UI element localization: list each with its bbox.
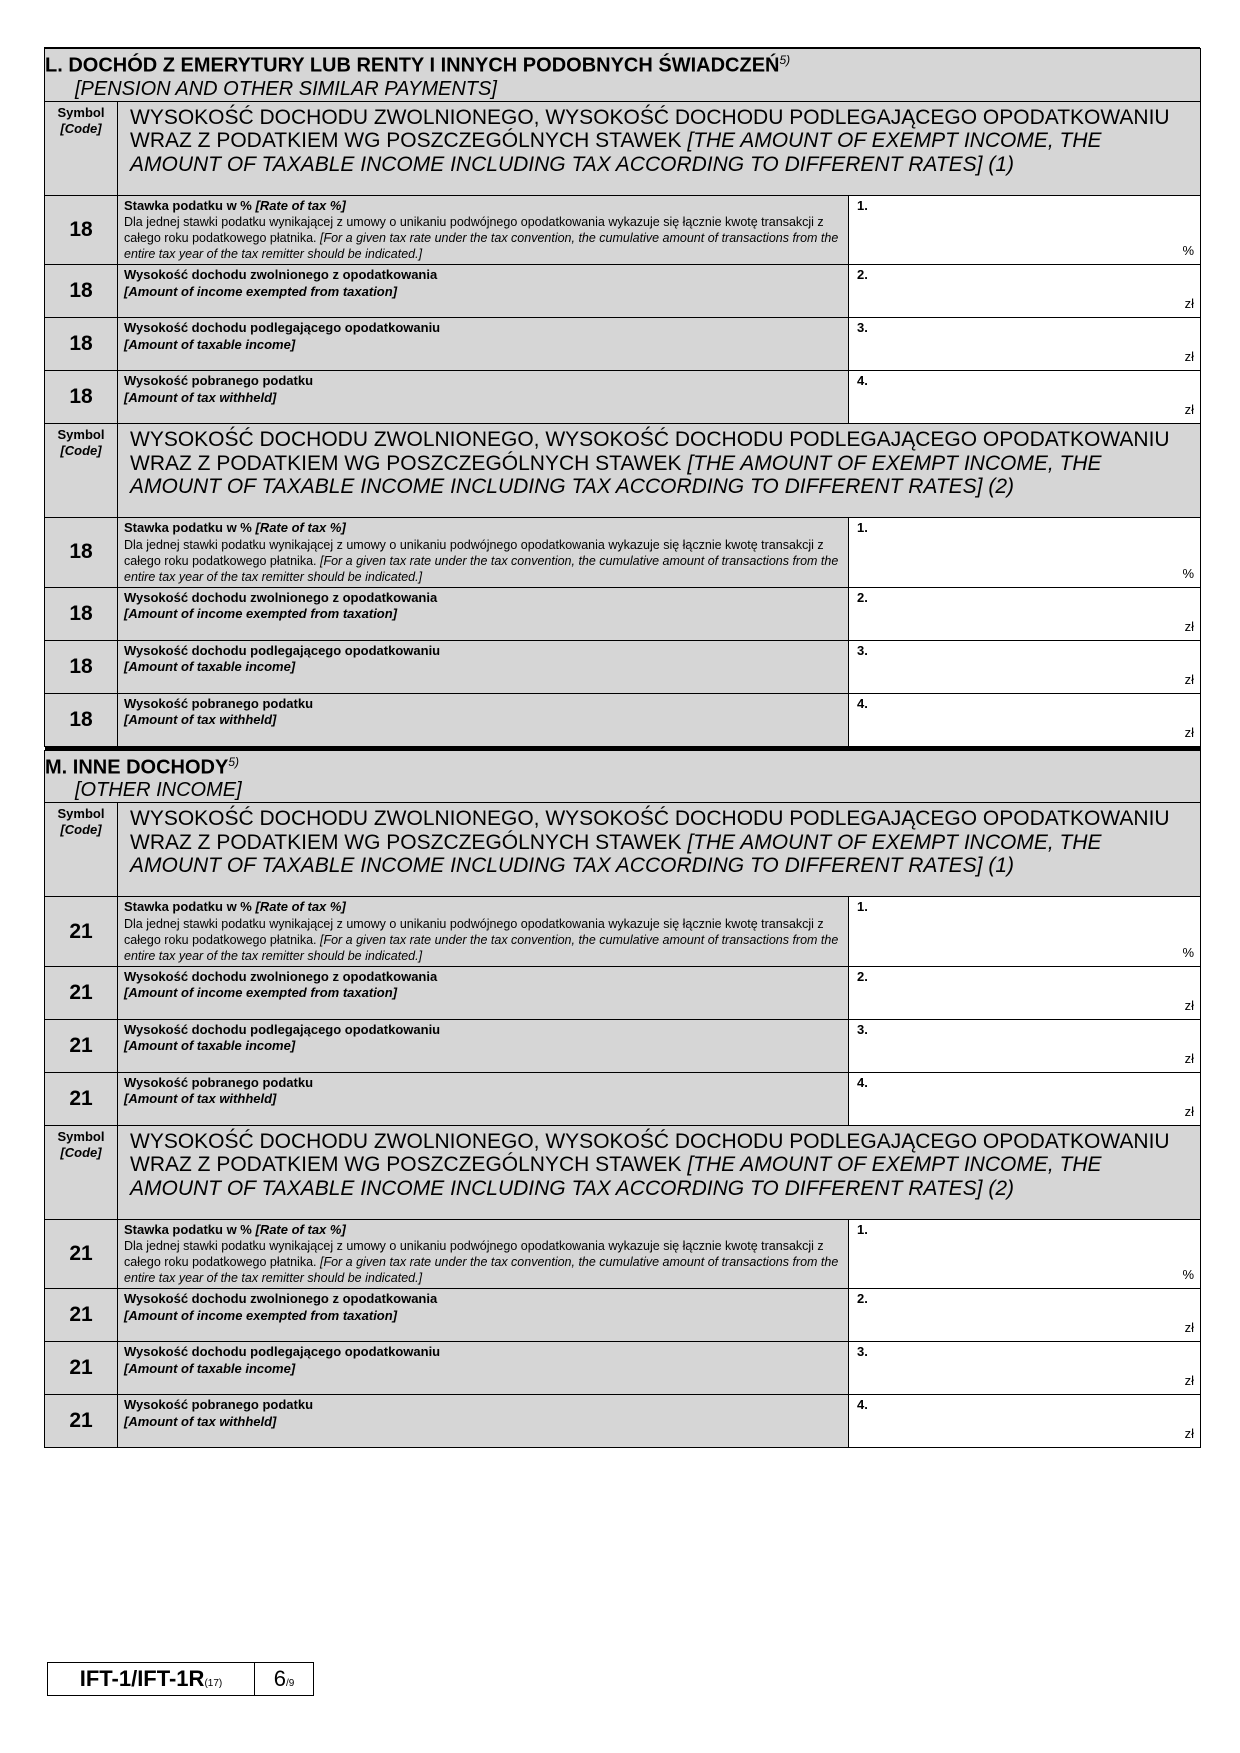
code-number: 18 — [45, 640, 118, 693]
field-label: Wysokość dochodu podlegającego opodatkowaniu — [124, 642, 441, 658]
code-number: 18 — [45, 265, 118, 318]
field-number: 4. — [857, 373, 868, 389]
field-label-en: [Amount of taxable income] — [124, 336, 296, 352]
block-title-pl: WYSOKOŚĆ DOCHODU ZWOLNIONEGO, WYSOKOŚĆ DOCHODU PODLEGAJĄCEGO OPODATKOWANIU WRAZ Z PODATKIEM WG POSZCZEGÓLNYCH STAWEK — [130, 105, 1170, 153]
unit-label: zł — [1184, 671, 1194, 687]
field-label: Wysokość dochodu zwolnionego z opodatkowania — [124, 968, 438, 984]
field-label: Wysokość dochodu zwolnionego z opodatkowania — [124, 1291, 438, 1307]
field-label: Wysokość dochodu podlegającego opodatkowaniu — [124, 1021, 441, 1037]
field-number: 3. — [857, 1021, 868, 1037]
unit-label: zł — [1184, 1050, 1194, 1066]
code-label: [Code] — [60, 1144, 102, 1160]
value-input-field[interactable] — [849, 587, 1201, 640]
code-label: [Code] — [60, 443, 102, 459]
block-title-en: [THE AMOUNT OF EXEMPT INCOME, THE AMOUNT OF TAXABLE INCOME INCLUDING TAX ACCORDING TO DIFFERENT RATES] (1) — [130, 830, 1102, 878]
value-input-field[interactable] — [849, 265, 1201, 318]
field-label-en: [Amount of tax withheld] — [124, 1091, 277, 1107]
value-input-field[interactable] — [849, 195, 1201, 265]
tax-form — [44, 48, 1200, 1448]
field-label-cell — [118, 966, 849, 1019]
block-title-pl: WYSOKOŚĆ DOCHODU ZWOLNIONEGO, WYSOKOŚĆ DOCHODU PODLEGAJĄCEGO OPODATKOWANIU WRAZ Z PODATKIEM WG POSZCZEGÓLNYCH STAWEK — [130, 1129, 1170, 1177]
section-title: L. DOCHÓD Z EMERYTURY LUB RENTY I INNYCH PODOBNYCH ŚWIADCZEŃ — [45, 54, 780, 77]
field-number: 4. — [857, 1074, 868, 1090]
field-label-cell — [118, 897, 849, 967]
block-title-en: [THE AMOUNT OF EXEMPT INCOME, THE AMOUNT OF TAXABLE INCOME INCLUDING TAX ACCORDING TO DIFFERENT RATES] (2) — [130, 451, 1102, 499]
code-number: 18 — [45, 518, 118, 588]
field-number: 4. — [857, 1397, 868, 1413]
form-row — [45, 371, 1201, 424]
code-number: 18 — [45, 195, 118, 265]
value-input-field[interactable] — [849, 1019, 1201, 1072]
field-number: 2. — [857, 267, 868, 283]
field-note: Dla jednej stawki podatku wynikającej z umowy o unikaniu podwójnego opodatkowania wykazuje się łącznie kwotę transakcji z całego roku podatkowego płatnika. [For a given tax rate under the tax convention, the cumulative amount of transactions from the entire tax year of the tax remitter should be indicated.] — [124, 1239, 839, 1286]
code-number: 21 — [45, 1395, 118, 1448]
field-label-cell — [118, 195, 849, 265]
value-input-field[interactable] — [849, 1219, 1201, 1289]
field-label-en: [Amount of taxable income] — [124, 659, 296, 675]
code-number: 21 — [45, 1072, 118, 1125]
value-input-field[interactable] — [849, 966, 1201, 1019]
field-label: Wysokość pobranego podatku — [124, 1397, 314, 1413]
form-row — [45, 897, 1201, 967]
section-title-en: [PENSION AND OTHER SIMILAR PAYMENTS] — [75, 77, 497, 100]
block-title-en: [THE AMOUNT OF EXEMPT INCOME, THE AMOUNT OF TAXABLE INCOME INCLUDING TAX ACCORDING TO DIFFERENT RATES] (2) — [130, 1153, 1102, 1200]
code-number: 21 — [45, 966, 118, 1019]
unit-label: zł — [1184, 296, 1194, 312]
block-title-pl: WYSOKOŚĆ DOCHODU ZWOLNIONEGO, WYSOKOŚĆ DOCHODU PODLEGAJĄCEGO OPODATKOWANIU WRAZ Z PODATKIEM WG POSZCZEGÓLNYCH STAWEK — [130, 428, 1170, 475]
footnote-mark: 5) — [228, 754, 240, 769]
symbol-header — [45, 424, 118, 518]
value-input-field[interactable] — [849, 371, 1201, 424]
unit-label: % — [1182, 944, 1194, 960]
block-title-en: [THE AMOUNT OF EXEMPT INCOME, THE AMOUNT OF TAXABLE INCOME INCLUDING TAX ACCORDING TO DIFFERENT RATES] (1) — [130, 129, 1102, 176]
symbol-label: Symbol — [57, 104, 105, 120]
unit-label: % — [1182, 1267, 1194, 1283]
symbol-label: Symbol — [57, 427, 105, 443]
code-number: 18 — [45, 587, 118, 640]
code-label: [Code] — [60, 822, 102, 838]
field-label-en: [Amount of taxable income] — [124, 1360, 296, 1376]
form-row — [45, 1395, 1201, 1448]
code-number: 21 — [45, 1019, 118, 1072]
form-row — [45, 195, 1201, 265]
code-number: 18 — [45, 693, 118, 746]
field-label: Stawka podatku w % [Rate of tax %] — [124, 899, 346, 915]
field-label: Wysokość dochodu podlegającego opodatkowaniu — [124, 1344, 441, 1360]
symbol-label: Symbol — [57, 1128, 105, 1144]
field-label: Wysokość dochodu podlegającego opodatkowaniu — [124, 320, 441, 336]
field-label: Stawka podatku w % [Rate of tax %] — [124, 520, 346, 536]
field-label: Wysokość dochodu zwolnionego z opodatkowania — [124, 267, 438, 283]
field-label-cell — [118, 693, 849, 746]
block-title — [118, 1125, 1201, 1219]
field-label-en: [Amount of income exempted from taxation] — [124, 1307, 398, 1323]
form-row — [45, 318, 1201, 371]
section-header — [45, 750, 1201, 803]
field-label-en: [Amount of income exempted from taxation] — [124, 606, 398, 622]
field-label-cell — [118, 1342, 849, 1395]
field-number: 2. — [857, 968, 868, 984]
section-title: M. INNE DOCHODY — [45, 756, 229, 779]
field-label: Stawka podatku w % [Rate of tax %] — [124, 1221, 346, 1237]
block-title — [118, 101, 1201, 195]
unit-label: zł — [1184, 997, 1194, 1013]
value-input-field[interactable] — [849, 1342, 1201, 1395]
value-input-field[interactable] — [849, 518, 1201, 588]
field-label-en: [Amount of tax withheld] — [124, 712, 277, 728]
page-number: 6/9 — [273, 1666, 295, 1691]
symbol-header — [45, 803, 118, 897]
section-title-en: [OTHER INCOME] — [75, 779, 242, 802]
code-label: [Code] — [60, 120, 102, 136]
block-title — [118, 803, 1201, 897]
form-name: IFT-1/IFT-1R(17) — [48, 1663, 255, 1695]
code-number: 21 — [45, 1219, 118, 1289]
field-label-en: [Amount of income exempted from taxation] — [124, 283, 398, 299]
field-number: 2. — [857, 1291, 868, 1307]
field-label: Wysokość pobranego podatku — [124, 373, 314, 389]
code-number: 21 — [45, 897, 118, 967]
form-row — [45, 518, 1201, 588]
form-row — [45, 966, 1201, 1019]
section-header — [45, 49, 1201, 102]
value-input-field[interactable] — [849, 897, 1201, 967]
block-title-pl: WYSOKOŚĆ DOCHODU ZWOLNIONEGO, WYSOKOŚĆ DOCHODU PODLEGAJĄCEGO OPODATKOWANIU WRAZ Z PODATKIEM WG POSZCZEGÓLNYCH STAWEK — [130, 807, 1170, 854]
field-label-cell — [118, 1395, 849, 1448]
field-number: 3. — [857, 320, 868, 336]
field-note: Dla jednej stawki podatku wynikającej z umowy o unikaniu podwójnego opodatkowania wykazuje się łącznie kwotę transakcji z całego roku podatkowego płatnika. [For a given tax rate under the tax convention, the cumulative amount of transactions from the entire tax year of the tax remitter should be indicated.] — [124, 537, 839, 584]
block-title — [118, 424, 1201, 518]
form-row — [45, 640, 1201, 693]
unit-label: zł — [1184, 402, 1194, 418]
code-number: 21 — [45, 1342, 118, 1395]
unit-label: zł — [1184, 1373, 1194, 1389]
unit-label: % — [1182, 243, 1194, 259]
form-row — [45, 265, 1201, 318]
value-input-field[interactable] — [849, 1395, 1201, 1448]
symbol-header — [45, 101, 118, 195]
value-input-field[interactable] — [849, 640, 1201, 693]
field-note: Dla jednej stawki podatku wynikającej z umowy o unikaniu podwójnego opodatkowania wykazuje się łącznie kwotę transakcji z całego roku podatkowego płatnika. [For a given tax rate under the tax convention, the cumulative amount of transactions from the entire tax year of the tax remitter should be indicated.] — [124, 215, 839, 262]
code-number: 21 — [45, 1289, 118, 1342]
form-row — [45, 1289, 1201, 1342]
field-label-en: [Amount of income exempted from taxation] — [124, 985, 398, 1001]
symbol-label: Symbol — [57, 806, 105, 822]
form-table — [44, 48, 1201, 1448]
field-label-cell — [118, 265, 849, 318]
value-input-field[interactable] — [849, 318, 1201, 371]
field-number: 1. — [857, 899, 868, 915]
field-label-cell — [118, 318, 849, 371]
value-input-field[interactable] — [849, 1072, 1201, 1125]
unit-label: zł — [1184, 618, 1194, 634]
field-label: Wysokość pobranego podatku — [124, 695, 314, 711]
field-number: 4. — [857, 695, 868, 711]
field-number: 2. — [857, 589, 868, 605]
unit-label: zł — [1184, 724, 1194, 740]
unit-label: % — [1182, 565, 1194, 581]
field-number: 1. — [857, 197, 868, 213]
form-row — [45, 1342, 1201, 1395]
code-number: 18 — [45, 318, 118, 371]
code-number: 18 — [45, 371, 118, 424]
field-label-cell — [118, 640, 849, 693]
form-row — [45, 1019, 1201, 1072]
field-label: Stawka podatku w % [Rate of tax %] — [124, 197, 346, 213]
field-label-cell — [118, 1289, 849, 1342]
field-label-en: [Amount of tax withheld] — [124, 1413, 277, 1429]
form-footer — [47, 1662, 314, 1696]
symbol-header — [45, 1125, 118, 1219]
field-label-cell — [118, 371, 849, 424]
form-row — [45, 587, 1201, 640]
field-note: Dla jednej stawki podatku wynikającej z umowy o unikaniu podwójnego opodatkowania wykazuje się łącznie kwotę transakcji z całego roku podatkowego płatnika. [For a given tax rate under the tax convention, the cumulative amount of transactions from the entire tax year of the tax remitter should be indicated.] — [124, 916, 839, 963]
unit-label: zł — [1184, 1426, 1194, 1442]
field-number: 1. — [857, 1221, 868, 1237]
field-label-en: [Amount of tax withheld] — [124, 389, 277, 405]
footnote-mark: 5) — [779, 53, 791, 67]
field-label-cell — [118, 1219, 849, 1289]
unit-label: zł — [1184, 1320, 1194, 1336]
field-label-en: [Amount of taxable income] — [124, 1038, 296, 1054]
unit-label: zł — [1184, 349, 1194, 365]
form-row — [45, 693, 1201, 746]
field-number: 3. — [857, 1344, 868, 1360]
field-number: 3. — [857, 642, 868, 658]
field-label-cell — [118, 518, 849, 588]
field-label-cell — [118, 587, 849, 640]
field-label-cell — [118, 1072, 849, 1125]
value-input-field[interactable] — [849, 693, 1201, 746]
value-input-field[interactable] — [849, 1289, 1201, 1342]
field-label-cell — [118, 1019, 849, 1072]
field-label: Wysokość dochodu zwolnionego z opodatkowania — [124, 589, 438, 605]
field-label: Wysokość pobranego podatku — [124, 1074, 314, 1090]
form-row — [45, 1219, 1201, 1289]
field-number: 1. — [857, 520, 868, 536]
form-row — [45, 1072, 1201, 1125]
unit-label: zł — [1184, 1103, 1194, 1119]
